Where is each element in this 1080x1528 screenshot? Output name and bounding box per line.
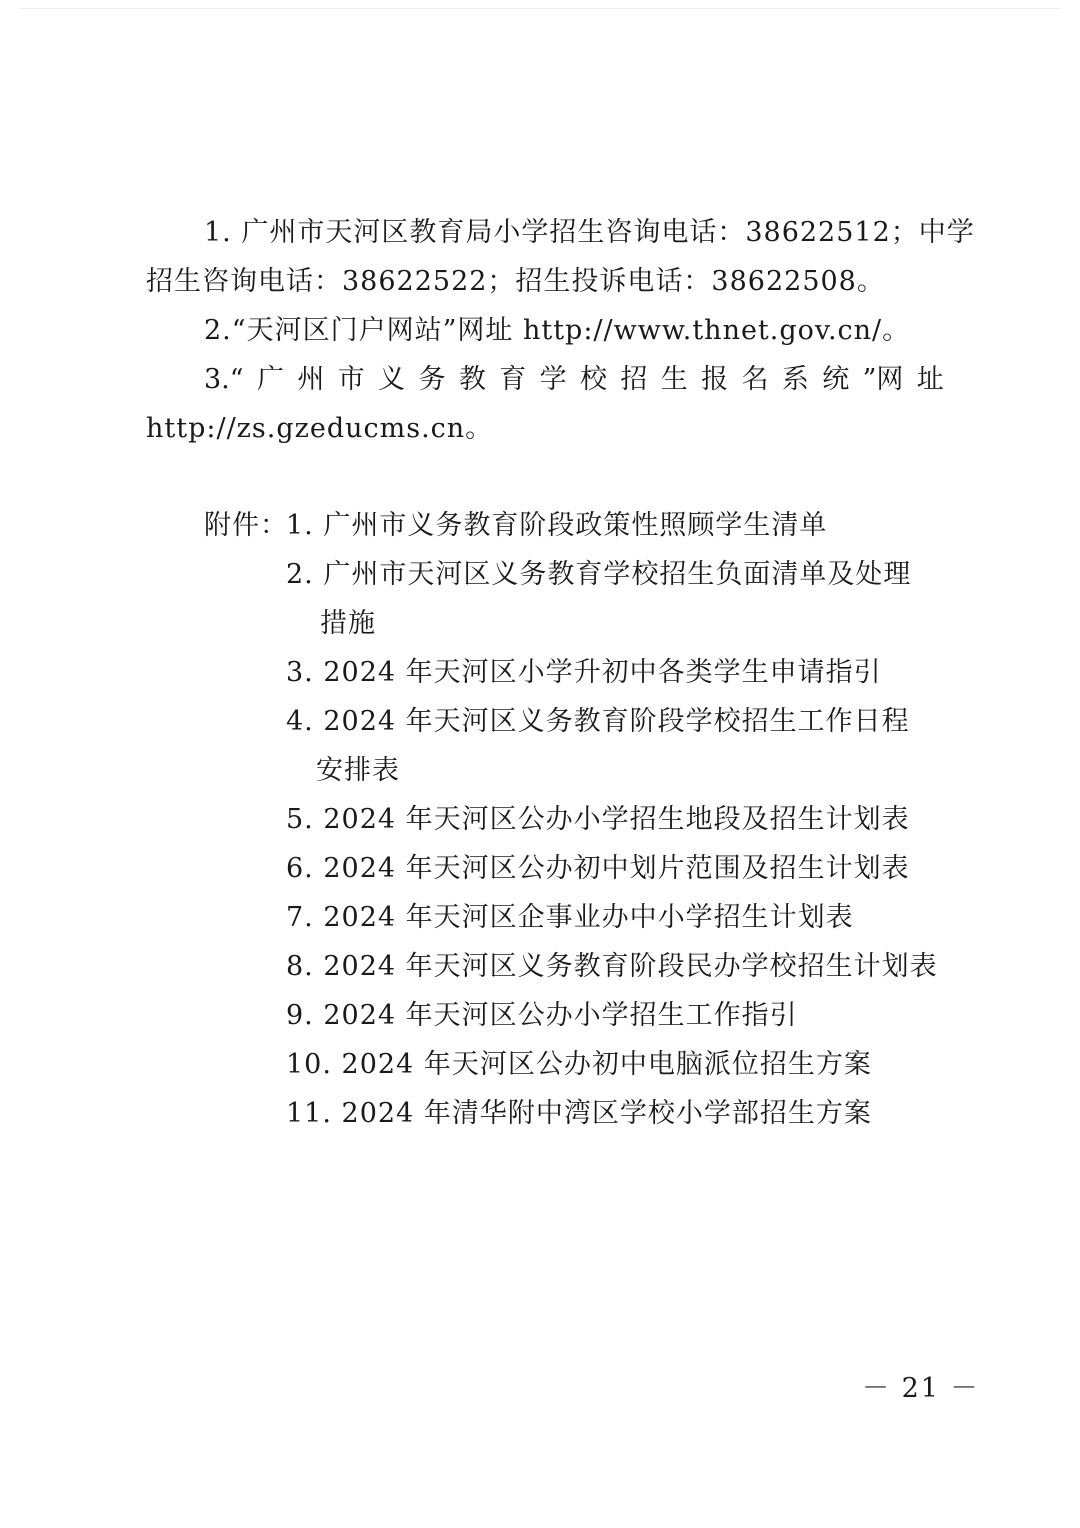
note-3-char: 校 [579,364,607,395]
attachment-item-8: 8. 2024 年天河区义务教育阶段民办学校招生计划表 [286,951,938,982]
note-1-line-1: 1. 广州市天河区教育局小学招生咨询电话：38622512；中学 [204,217,975,248]
note-3-char: 育 [499,364,527,395]
attachment-item-4: 4. 2024 年天河区义务教育阶段学校招生工作日程 [286,706,910,737]
attachment-item-3: 3. 2024 年天河区小学升初中各类学生申请指引 [286,657,882,688]
note-3-char: 州 [297,364,325,395]
attachment-item-1: 1. 广州市义务教育阶段政策性照顾学生清单 [286,510,828,541]
attachment-item-2-continued: 措施 [320,608,376,639]
note-3-char: 系 [781,364,809,395]
note-3-char: 名 [741,364,769,395]
note-3-char: 务 [418,364,446,395]
attachment-item-10: 10. 2024 年天河区公办初中电脑派位招生方案 [286,1049,872,1080]
note-3-line-1 [204,363,944,397]
note-3-char: 教 [458,364,486,395]
attachment-item-6: 6. 2024 年天河区公办初中划片范围及招生计划表 [286,853,910,884]
note-3-char: 市 [337,364,365,395]
note-2: 2.“天河区门户网站”网址 http://www.thnet.gov.cn/。 [204,315,911,346]
note-3-char: 3.“ [204,364,244,395]
note-3-char: 址 [916,364,944,395]
attachment-item-2: 2. 广州市天河区义务教育学校招生负面清单及处理 [286,559,912,590]
note-3-char: 统 [822,364,850,395]
attachment-item-9: 9. 2024 年天河区公办小学招生工作指引 [286,1000,798,1031]
note-3-char: 广 [256,364,284,395]
attachment-item-5: 5. 2024 年天河区公办小学招生地段及招生计划表 [286,804,910,835]
attachment-item-7: 7. 2024 年天河区企事业办中小学招生计划表 [286,902,854,933]
note-3-char: 义 [378,364,406,395]
note-3-char: 生 [660,364,688,395]
page-number: － 21 － [862,1373,980,1404]
note-3-char: ”网 [862,364,904,395]
note-1-line-2: 招生咨询电话：38622522；招生投诉电话：38622508。 [146,266,885,297]
note-3-char: 报 [701,364,729,395]
attachment-item-4-continued: 安排表 [316,755,400,786]
top-edge-rule [20,8,1060,9]
note-3-char: 招 [620,364,648,395]
attachments-label: 附件： [204,510,288,541]
note-3-char: 学 [539,364,567,395]
note-3-line-2: http://zs.gzeducms.cn。 [146,413,494,444]
attachment-item-11: 11. 2024 年清华附中湾区学校小学部招生方案 [286,1098,872,1129]
